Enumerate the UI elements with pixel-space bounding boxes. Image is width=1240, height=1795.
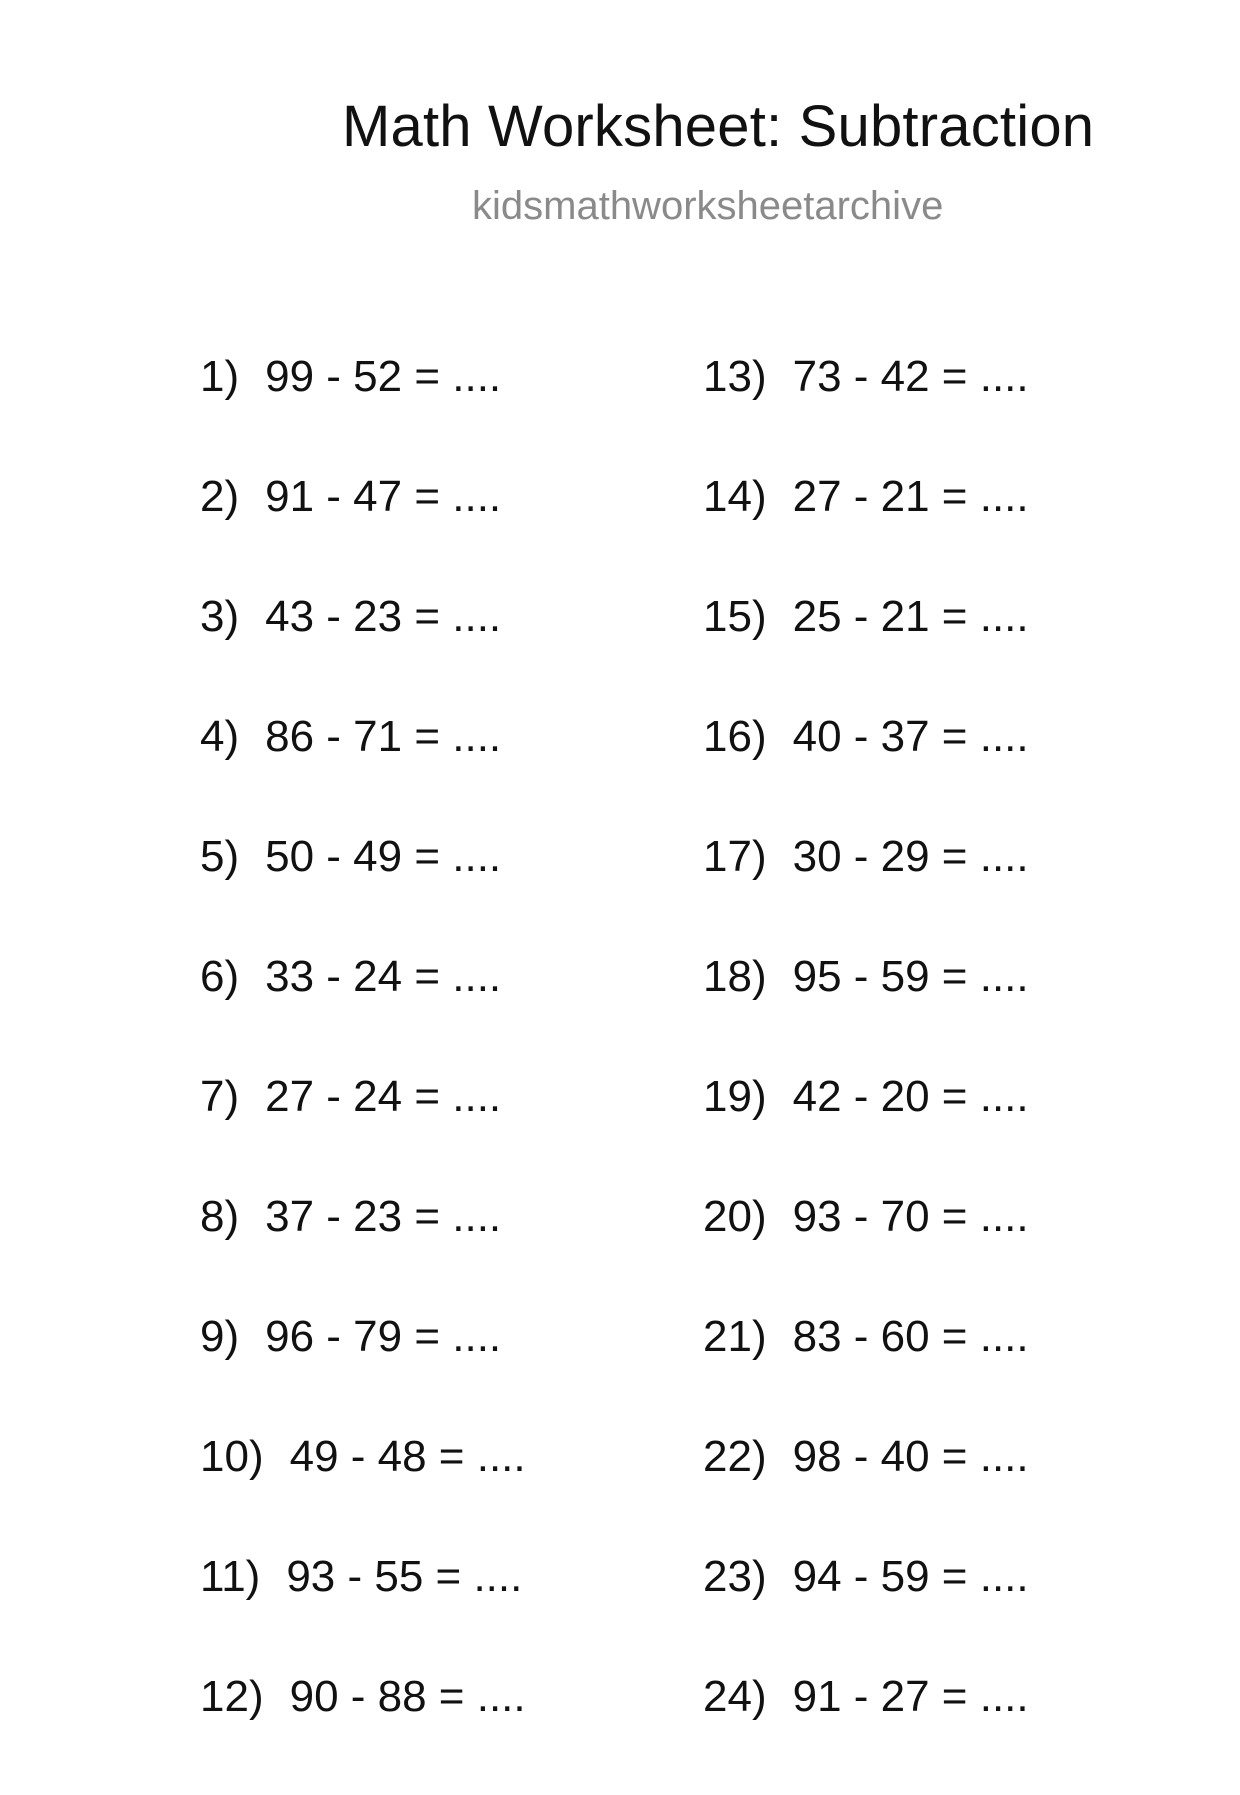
problem-number: 13) [703,352,767,401]
problem-expression: 91 - 27 = .... [792,1672,1029,1721]
problem-expression: 94 - 59 = .... [792,1552,1029,1601]
problem-number: 7) [200,1072,240,1121]
problem-expression: 43 - 23 = .... [265,592,502,641]
problem-expression: 83 - 60 = .... [792,1312,1029,1361]
problem-number: 8) [200,1192,240,1241]
problem-item [200,1552,660,1675]
problem-item [200,352,660,475]
problem-number: 4) [200,712,240,761]
problem-number: 18) [703,952,767,1001]
problem-expression: 95 - 59 = .... [792,952,1029,1001]
problem-expression: 27 - 24 = .... [265,1072,502,1121]
problem-number: 22) [703,1432,767,1481]
problem-item [703,1432,1163,1555]
problem-item [200,712,660,835]
problem-item [200,472,660,595]
problem-expression: 96 - 79 = .... [265,1312,502,1361]
problem-number: 3) [200,592,240,641]
problem-item [703,592,1163,715]
problem-number: 6) [200,952,240,1001]
problem-item [703,952,1163,1075]
problem-expression: 42 - 20 = .... [792,1072,1029,1121]
problem-item [200,592,660,715]
problem-expression: 93 - 70 = .... [792,1192,1029,1241]
problem-expression: 37 - 23 = .... [265,1192,502,1241]
problem-item [200,1672,660,1795]
problem-item [703,352,1163,475]
problem-expression: 86 - 71 = .... [265,712,502,761]
problem-expression: 27 - 21 = .... [792,472,1029,521]
problem-expression: 73 - 42 = .... [792,352,1029,401]
problem-item [200,832,660,955]
problem-expression: 91 - 47 = .... [265,472,502,521]
problem-number: 24) [703,1672,767,1721]
problem-expression: 40 - 37 = .... [792,712,1029,761]
problem-expression: 25 - 21 = .... [792,592,1029,641]
problem-expression: 90 - 88 = .... [289,1672,526,1721]
page-title: Math Worksheet: Subtraction [342,94,1095,159]
problem-item [703,1192,1163,1315]
problem-expression: 98 - 40 = .... [792,1432,1029,1481]
problem-item [200,952,660,1075]
problem-number: 16) [703,712,767,761]
problem-item [200,1192,660,1315]
problem-number: 14) [703,472,767,521]
problem-number: 17) [703,832,767,881]
problem-item [200,1432,660,1555]
problem-number: 10) [200,1432,264,1481]
problem-item [200,1312,660,1435]
problem-number: 21) [703,1312,767,1361]
problem-number: 19) [703,1072,767,1121]
problems-column-left [200,352,660,1795]
problem-number: 2) [200,472,240,521]
problem-item [703,472,1163,595]
problem-number: 23) [703,1552,767,1601]
problem-item [703,1552,1163,1675]
problems-column-right [703,352,1163,1795]
problem-item [703,712,1163,835]
problem-expression: 30 - 29 = .... [792,832,1029,881]
problem-expression: 93 - 55 = .... [286,1552,523,1601]
problem-item [703,832,1163,955]
problem-item [703,1072,1163,1195]
problem-expression: 99 - 52 = .... [265,352,502,401]
problem-number: 15) [703,592,767,641]
problem-item [703,1312,1163,1435]
problem-item [703,1672,1163,1795]
page-subtitle: kidsmathworksheetarchive [472,184,944,228]
problem-number: 20) [703,1192,767,1241]
problem-expression: 49 - 48 = .... [289,1432,526,1481]
problem-number: 9) [200,1312,240,1361]
problem-number: 12) [200,1672,264,1721]
problem-number: 11) [200,1552,261,1601]
problem-expression: 33 - 24 = .... [265,952,502,1001]
problem-item [200,1072,660,1195]
problem-number: 5) [200,832,240,881]
problem-expression: 50 - 49 = .... [265,832,502,881]
problem-number: 1) [200,352,240,401]
